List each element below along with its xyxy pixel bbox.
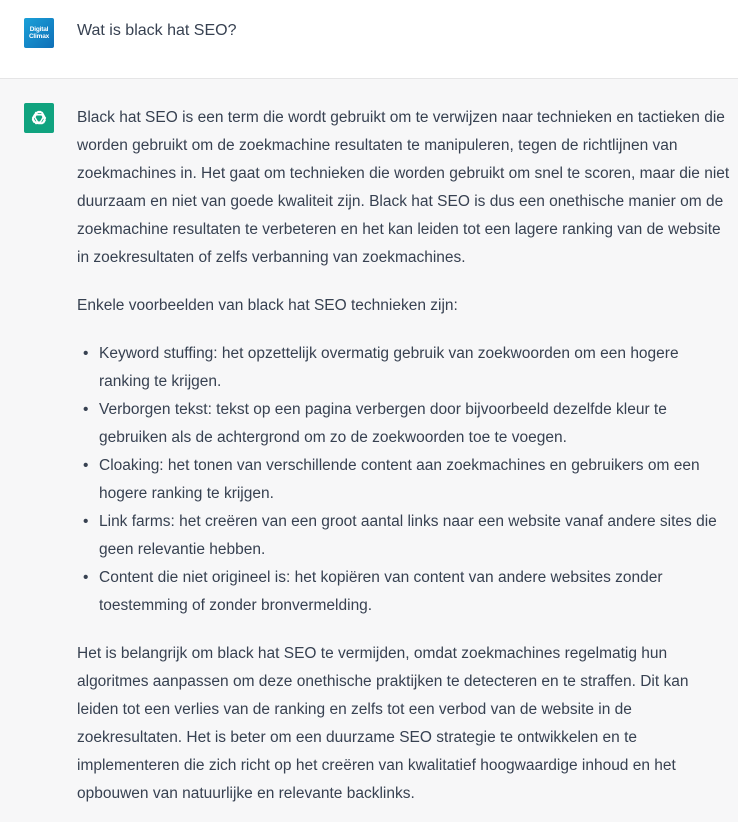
- techniques-list: [77, 340, 732, 620]
- user-message-row: [0, 0, 738, 79]
- user-avatar-text-line-2: Climax: [28, 33, 50, 40]
- assistant-paragraph-3: Het is belangrijk om black hat SEO te vermijden, omdat zoekmachines regelmatig hun algoritmes aanpassen om deze onethische praktijken te detecteren en te straffen. Dit kan leiden tot een verlies van de ranking en zelfs tot een verbod van de website in de zoekresultaten. Het is beter om een duurzame SEO strategie te ontwikkelen en te implementeren die zich richt op het creëren van kwalitatief hoogwaardige inhoud en het opbouwen van natuurlijke en relevante backlinks.: [77, 645, 689, 802]
- list-item: • Content die niet origineel is: het kopiëren van content van andere websites zonder toestemming of zonder bronvermelding.: [99, 564, 732, 620]
- list-item: • Link farms: het creëren van een groot aantal links naar een website vanaf andere sites die geen relevantie hebben.: [99, 508, 732, 564]
- assistant-paragraph-2: Enkele voorbeelden van black hat SEO technieken zijn:: [77, 297, 458, 314]
- list-item: • Keyword stuffing: het opzettelijk overmatig gebruik van zoekwoorden om een hogere ranking te krijgen.: [99, 340, 732, 396]
- user-message-text: Wat is black hat SEO?: [77, 22, 237, 39]
- list-item: • Verborgen tekst: tekst op een pagina verbergen door bijvoorbeeld dezelfde kleur te gebruiken als de achtergrond om zo de zoekwoorden toe te voegen.: [99, 396, 732, 452]
- assistant-paragraph-1: Black hat SEO is een term die wordt gebruikt om te verwijzen naar technieken en tactieken die worden gebruikt om de zoekmachine resultaten te manipuleren, tegen de richtlijnen van zoekmachines in. Het gaat om technieken die worden gebruikt om snel te scoren, maar die niet duurzaam en niet van goede kwaliteit zijn. Black hat SEO is dus een onethische manier om de zoekmachine resultaten te verbeteren en het kan leiden tot een lagere ranking van de website in zoekresultaten of zelfs verbanning van zoekmachines.: [77, 109, 730, 266]
- user-avatar-text-line-1: Digital: [29, 26, 49, 33]
- list-item: • Cloaking: het tonen van verschillende content aan zoekmachines en gebruikers om een hogere ranking te krijgen.: [99, 452, 732, 508]
- assistant-message-row: [0, 79, 738, 822]
- openai-logo-icon: [24, 103, 54, 133]
- user-avatar: [24, 18, 54, 48]
- assistant-message-content: [77, 104, 732, 822]
